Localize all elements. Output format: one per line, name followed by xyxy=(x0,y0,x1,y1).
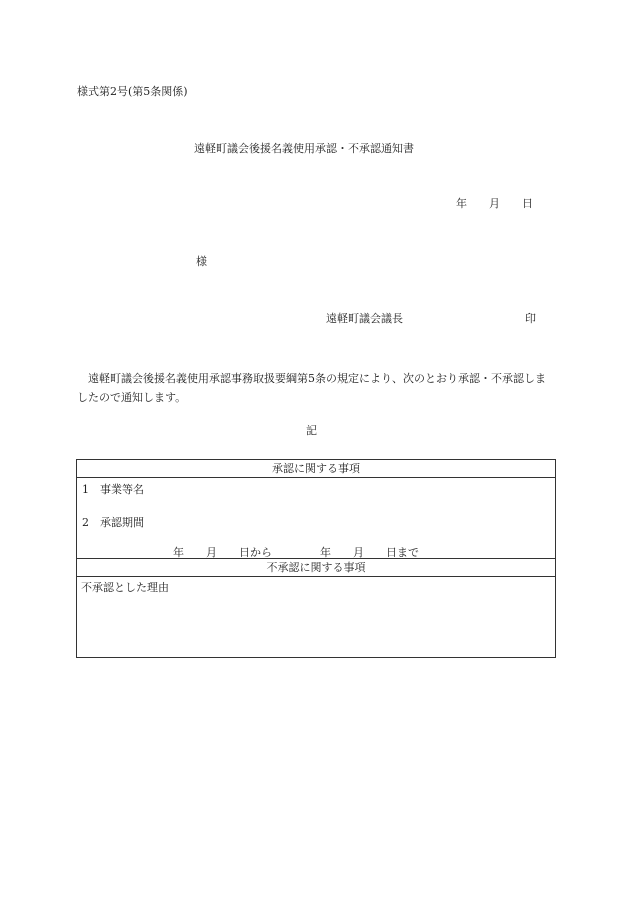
period-start-month: 月 xyxy=(206,546,217,559)
issue-date xyxy=(456,198,533,209)
item-event-name: 1 事業等名 xyxy=(82,483,144,496)
approval-details xyxy=(77,478,556,559)
period-end-year: 年 xyxy=(320,546,331,559)
approval-header: 承認に関する事項 xyxy=(77,460,556,478)
rejection-details xyxy=(77,577,556,658)
document-title: 遠軽町議会後援名義使用承認・不承認通知書 xyxy=(194,142,414,155)
issuer-name: 遠軽町議会議長 xyxy=(326,312,403,325)
body-text: 遠軽町議会後援名義使用承認事務取扱要綱第5条の規定により、次のとおり承認・不承認しましたので通知します。 xyxy=(77,372,546,404)
approval-period-range xyxy=(173,544,419,560)
seal-mark: 印 xyxy=(525,312,536,325)
period-end-day: 日まで xyxy=(386,546,419,559)
period-start-day: 日から xyxy=(239,546,272,559)
rejection-header: 不承認に関する事項 xyxy=(77,559,556,577)
period-start-year: 年 xyxy=(173,546,184,559)
date-month: 月 xyxy=(489,197,500,210)
approval-table xyxy=(76,459,556,658)
ki-heading: 記 xyxy=(306,424,317,437)
addressee-honorific: 様 xyxy=(196,255,207,268)
form-number: 様式第2号(第5条関係) xyxy=(77,85,188,98)
period-end-month: 月 xyxy=(353,546,364,559)
rejection-reason-label: 不承認とした理由 xyxy=(81,581,169,594)
item-approval-period: 2 承認期間 xyxy=(82,516,144,529)
date-year: 年 xyxy=(456,197,467,210)
date-day: 日 xyxy=(522,197,533,210)
